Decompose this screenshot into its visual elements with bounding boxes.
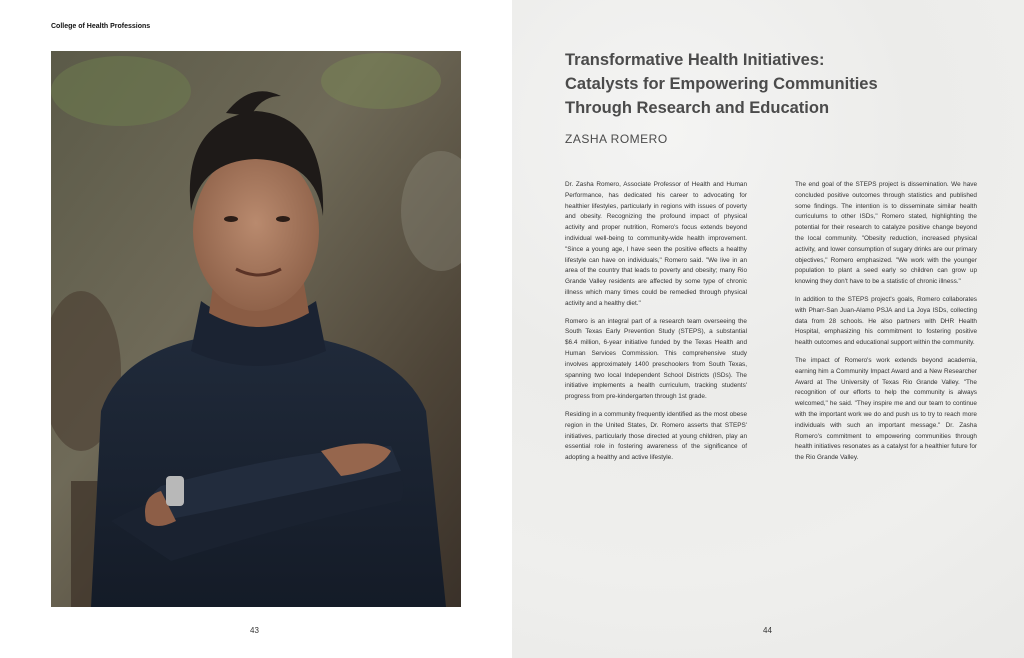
- author-byline: ZASHA ROMERO: [565, 132, 668, 146]
- running-head: College of Health Professions: [51, 23, 151, 30]
- title-line: Through Research and Education: [565, 99, 830, 117]
- paragraph: The end goal of the STEPS project is dissemination. We have concluded positive outcomes through statistics and published some findings. The intention is to disseminate similar health curriculums to other ISDs," Romero stated, highlighting the potential for their research to catalyze positive change beyond the local community. "Obesity reduction, increased physical activity, and lower consumption of sugary drinks are our primary objectives," Romero emphasized. "We work with the younger population to plant a seed early so children can grow up knowing they don't have to be a statistic of chronic illness.": [795, 181, 977, 286]
- title-line: Transformative Health Initiatives:: [565, 51, 825, 69]
- text-column-2: [795, 180, 977, 471]
- page-number-left: 43: [250, 626, 259, 635]
- paragraph: Dr. Zasha Romero, Associate Professor of Health and Human Performance, has dedicated his career to advocating for healthier lifestyles, particularly in regions with issues of poverty and obesity. Recognizing the profound impact of physical activity and proper nutrition, Romero's focus extends beyond individual well-being to community-wide health improvement. "Since a young age, I have seen the positive effects a healthy lifestyle can have on individuals," Romero said. "We live in an area of the country that leads to poverty and obesity; many Rio Grande Valley residents are affected by some type of chronic illness which many times could be remedied through physical activity and a healthy diet.": [565, 181, 747, 307]
- article-title: [565, 48, 965, 120]
- portrait-photo: [51, 51, 461, 607]
- paragraph: In addition to the STEPS project's goals, Romero collaborates with Pharr-San Juan-Alamo PSJA and La Joya ISDs, collecting data from 28 schools. He also partners with DHR Health Hospital, emphasizing his commitment to fostering positive health outcomes and educational support within the community.: [795, 295, 977, 347]
- text-column-1: [565, 180, 747, 471]
- paragraph: Residing in a community frequently identified as the most obese region in the United States, Dr. Romero asserts that STEPS' initiatives, particularly those directed at young children, play an essential role in fostering awareness of the significance of adopting a healthy and active lifestyle.: [565, 410, 747, 462]
- title-line: Catalysts for Empowering Communities: [565, 75, 878, 93]
- right-page: [512, 0, 1024, 658]
- page-number-right: 44: [763, 626, 772, 635]
- paragraph: The impact of Romero's work extends beyond academia, earning him a Community Impact Award and a New Researcher Award at The University of Texas Rio Grande Valley. "The recognition of our efforts to help the community is always welcomed," he said. "They inspire me and our team to continue with the important work we do and push us to try to reach more individuals with such an important message." Dr. Zasha Romero's commitment to empowering communities through health initiatives resonates as a catalyst for a healthier future for the Rio Grande Valley.: [795, 356, 977, 462]
- paragraph: Romero is an integral part of a research team overseeing the South Texas Early Prevention Study (STEPS), a substantial $6.4 million, 6-year initiative funded by the Texas Health and Human Services Commission. This comprehensive study involves approximately 1400 preschoolers from South Texas, spanning two local Independent School Districts (ISDs). The initiative implements a health curriculum, tracking students' progress from pre-kindergarten through 1st grade.: [565, 317, 747, 401]
